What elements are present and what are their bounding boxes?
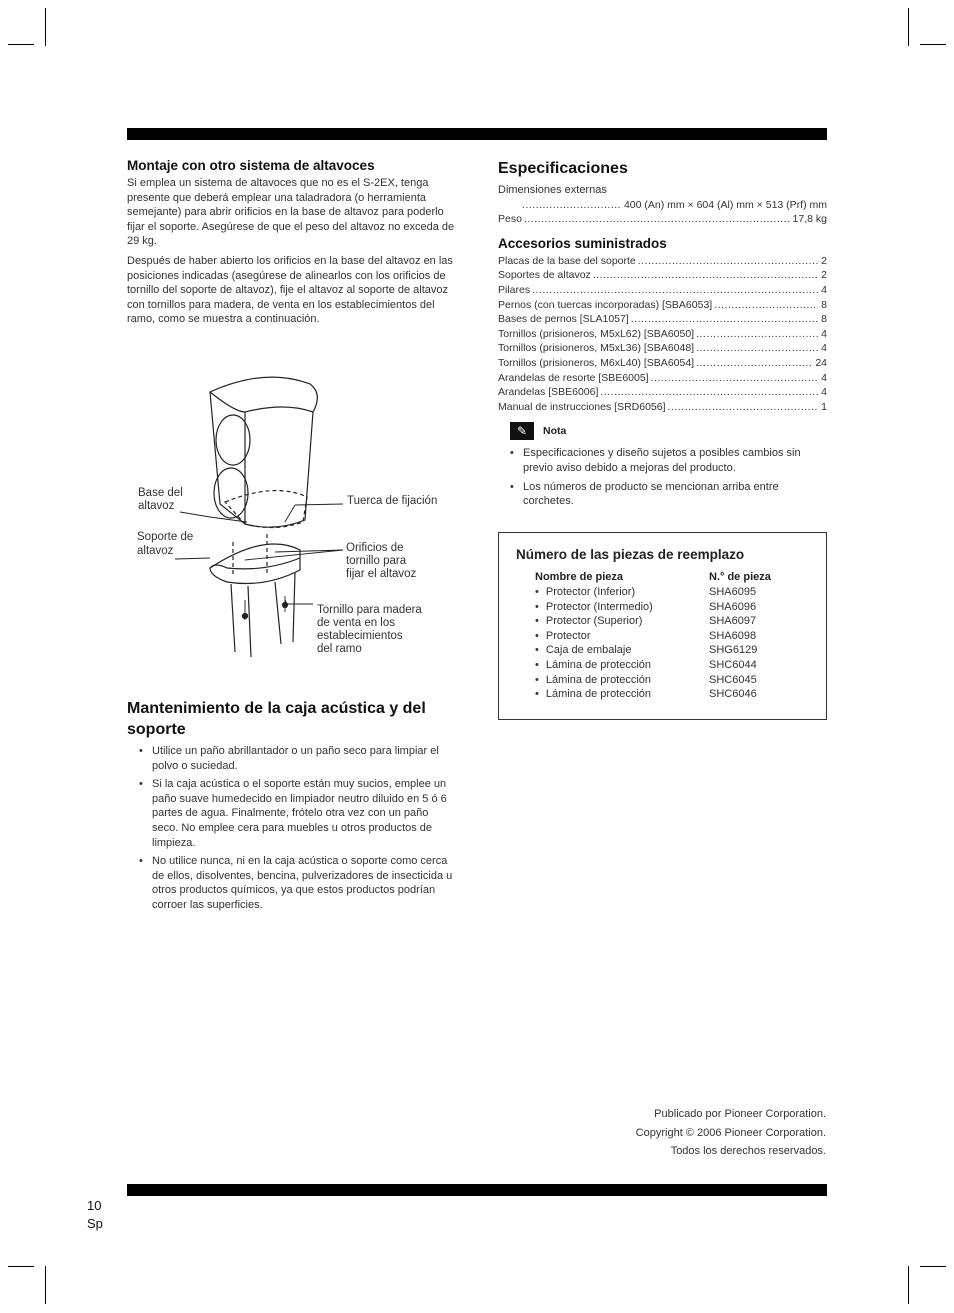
label-screw-line2: de venta en los bbox=[317, 617, 396, 629]
accessory-qty: 4 bbox=[821, 371, 827, 384]
part-number: SHC6044 bbox=[709, 658, 757, 671]
label-stand-line2: altavoz bbox=[137, 545, 174, 557]
mount-paragraph-2: Después de haber abierto los orificios en la base del altavoz en las posiciones indicadas (asegúrese de alinearlos con los orificios de tornillo del soporte de altavoz), fije el altavoz al soporte de altavoz con tornillos para madera, de venta en los establecimientos del ramo, como se muestra a continuación. bbox=[127, 254, 453, 326]
part-name: • Lámina de protección bbox=[535, 673, 653, 688]
svg-text:Tornillo para maderade venta e bbox=[317, 604, 422, 655]
crop-mark bbox=[45, 1266, 46, 1304]
footer-line: Publicado por Pioneer Corporation. bbox=[654, 1108, 826, 1120]
leader-dots bbox=[524, 212, 790, 227]
publisher-footer bbox=[636, 1105, 826, 1161]
accessory-qty: 2 bbox=[821, 254, 827, 267]
weight-value: 17,8 kg bbox=[792, 213, 827, 226]
leader-dots bbox=[638, 254, 818, 269]
page-language: Sp bbox=[87, 1216, 103, 1231]
list-item: • Si la caja acústica o el soporte están muy sucios, emplee un paño suave humedecido en limpiador neutro diluido en 5 ó 6 partes de agua. Finalmente, frótelo otra vez con un paño seco. No emplee cera para muebles u otros productos de limpieza. bbox=[152, 777, 457, 850]
parts-numbers bbox=[709, 585, 757, 702]
right-column bbox=[498, 158, 827, 513]
list-item: • Utilice un paño abrillantador o un paño seco para limpiar el polvo o suciedad. bbox=[152, 744, 457, 773]
dimensions-row bbox=[498, 198, 827, 213]
part-name: • Protector bbox=[535, 629, 653, 644]
accessory-name: Manual de instrucciones [SRD6056] bbox=[498, 400, 666, 413]
part-name: • Protector (Inferior) bbox=[535, 585, 653, 600]
accessory-name: Arandelas [SBE6006] bbox=[498, 386, 599, 399]
note-header bbox=[510, 422, 827, 440]
parts-names bbox=[535, 585, 653, 702]
accessory-name: Pilares bbox=[498, 283, 531, 296]
stand-diagram bbox=[135, 372, 455, 662]
accessory-qty: 4 bbox=[821, 386, 827, 399]
parts-heading: Número de las piezas de reemplazo bbox=[516, 547, 745, 562]
accessory-qty: 2 bbox=[821, 269, 827, 282]
accessory-qty: 4 bbox=[821, 342, 827, 355]
label-screw-line4: del ramo bbox=[317, 643, 362, 655]
leader-dots bbox=[696, 356, 812, 371]
dimensions-value: 400 (An) mm × 604 (Al) mm × 513 (Prf) mm bbox=[623, 198, 827, 211]
accessory-qty: 1 bbox=[821, 400, 827, 413]
weight-row bbox=[498, 212, 827, 227]
label-holes-line3: fijar el altavoz bbox=[346, 568, 417, 580]
part-number: SHG6129 bbox=[709, 644, 758, 657]
list-item bbox=[498, 327, 827, 342]
accessory-qty: 4 bbox=[821, 283, 827, 296]
list-item: • Los números de producto se mencionan arriba entre corchetes. bbox=[523, 480, 827, 509]
leader-dots bbox=[593, 268, 818, 283]
crop-mark bbox=[908, 8, 909, 46]
svg-text:Orificios detornillo parafijar bbox=[346, 542, 417, 580]
label-screw-line3: establecimientos bbox=[317, 630, 403, 642]
dimensions-label: Dimensiones externas bbox=[498, 184, 607, 196]
part-name: • Lámina de protección bbox=[535, 687, 653, 702]
leader-dots bbox=[696, 327, 818, 342]
mount-paragraph-1: Si emplea un sistema de altavoces que no es el S-2EX, tenga presente que deberá emplear una taladradora (o herramienta semejante) para abrir orificios en la base de altavoz para poderlo fijar el soporte. Asegúrese de que el peso del altavoz no exceda de 29 kg. bbox=[127, 177, 455, 248]
label-base-line1: Base del bbox=[138, 487, 183, 499]
parts-col-name-header: Nombre de pieza bbox=[535, 571, 624, 583]
header-bar bbox=[127, 128, 827, 140]
crop-mark bbox=[920, 44, 946, 45]
accessory-qty: 24 bbox=[815, 356, 827, 369]
leader-dots bbox=[522, 198, 621, 213]
accessory-name: Tornillos (prisioneros, M5xL62) [SBA6050] bbox=[498, 327, 695, 340]
note-list bbox=[498, 446, 827, 508]
accessory-name: Arandelas de resorte [SBE6005] bbox=[498, 371, 649, 384]
svg-text:Base delaltavoz bbox=[138, 487, 183, 512]
footer-line: Copyright © 2006 Pioneer Corporation. bbox=[635, 1126, 826, 1139]
replacement-parts-box bbox=[498, 532, 827, 720]
weight-label: Peso bbox=[498, 213, 522, 226]
accessories-heading: Accesorios suministrados bbox=[498, 235, 667, 251]
note-label: Nota bbox=[543, 425, 567, 438]
label-base-line2: altavoz bbox=[138, 500, 175, 512]
part-number: SHC6045 bbox=[709, 673, 757, 686]
accessory-qty: 8 bbox=[821, 298, 827, 311]
maintenance-list bbox=[127, 744, 457, 913]
list-item bbox=[498, 371, 827, 386]
list-item bbox=[498, 385, 827, 400]
maintenance-heading: Mantenimiento de la caja acústica y del soporte bbox=[127, 700, 426, 738]
accessory-name: Bases de pernos [SLA1057] bbox=[498, 313, 629, 326]
leader-dots bbox=[651, 371, 819, 386]
crop-mark bbox=[8, 1266, 34, 1267]
part-number: SHA6098 bbox=[709, 629, 757, 642]
accessory-name: Placas de la base del soporte bbox=[498, 254, 636, 267]
left-column bbox=[127, 158, 457, 332]
part-name: • Caja de embalaje bbox=[535, 643, 653, 658]
label-stand-line1: Soporte de bbox=[137, 531, 194, 543]
list-item: • Especificaciones y diseño sujetos a posibles cambios sin previo aviso debido a mejoras del producto. bbox=[523, 446, 827, 475]
mount-heading: Montaje con otro sistema de altavoces bbox=[127, 158, 375, 173]
part-number: SHA6095 bbox=[709, 586, 757, 598]
leader-dots bbox=[532, 283, 818, 298]
crop-mark bbox=[908, 1266, 909, 1304]
accessory-qty: 8 bbox=[821, 313, 827, 326]
list-item bbox=[498, 254, 827, 269]
part-name: • Protector (Superior) bbox=[535, 614, 653, 629]
part-name: • Lámina de protección bbox=[535, 658, 653, 673]
part-number: SHC6046 bbox=[709, 688, 757, 701]
accessory-qty: 4 bbox=[821, 327, 827, 340]
list-item bbox=[498, 341, 827, 356]
page-number-block bbox=[87, 1197, 103, 1233]
crop-mark bbox=[8, 44, 34, 45]
list-item bbox=[498, 298, 827, 313]
leader-dots bbox=[631, 312, 818, 327]
crop-mark bbox=[920, 1266, 946, 1267]
label-screw-line1: Tornillo para madera bbox=[317, 604, 422, 616]
accessory-name: Soportes de altavoz bbox=[498, 269, 591, 282]
label-holes-line2: tornillo para bbox=[346, 555, 407, 567]
list-item bbox=[498, 283, 827, 298]
maintenance-section bbox=[127, 698, 457, 917]
accessory-name: Pernos (con tuercas incorporadas) [SBA6053] bbox=[498, 298, 713, 311]
accessory-name: Tornillos (prisioneros, M5xL36) [SBA6048] bbox=[498, 342, 695, 355]
specs-heading: Especificaciones bbox=[498, 160, 628, 177]
list-item bbox=[498, 268, 827, 283]
list-item bbox=[498, 400, 827, 415]
footer-line: Todos los derechos reservados. bbox=[670, 1145, 826, 1157]
leader-dots bbox=[696, 341, 818, 356]
accessories-list bbox=[498, 254, 827, 415]
list-item bbox=[498, 356, 827, 371]
accessory-name: Tornillos (prisioneros, M6xL40) [SBA6054] bbox=[498, 356, 695, 369]
crop-mark bbox=[45, 8, 46, 46]
list-item bbox=[498, 312, 827, 327]
parts-col-number-header: N.° de pieza bbox=[709, 571, 771, 583]
footer-bar bbox=[127, 1184, 827, 1196]
leader-dots bbox=[668, 400, 819, 415]
page-number: 10 bbox=[87, 1198, 102, 1213]
leader-dots bbox=[714, 298, 818, 313]
leader-dots bbox=[600, 385, 818, 400]
svg-text:Soporte dealtavoz bbox=[137, 531, 193, 557]
pencil-icon: ✎ bbox=[510, 422, 534, 440]
label-nut: Tuerca de fijación bbox=[347, 495, 438, 507]
part-name: • Protector (Intermedio) bbox=[535, 600, 653, 615]
part-number: SHA6097 bbox=[709, 615, 757, 628]
part-number: SHA6096 bbox=[709, 600, 757, 613]
list-item: • No utilice nunca, ni en la caja acústica o soporte como cerca de ellos, disolventes, bencina, pulverizadores de insecticida u otros productos químicos, ya que estos productos podrían corroer las superficies. bbox=[152, 854, 457, 912]
label-holes-line1: Orificios de bbox=[346, 542, 404, 554]
